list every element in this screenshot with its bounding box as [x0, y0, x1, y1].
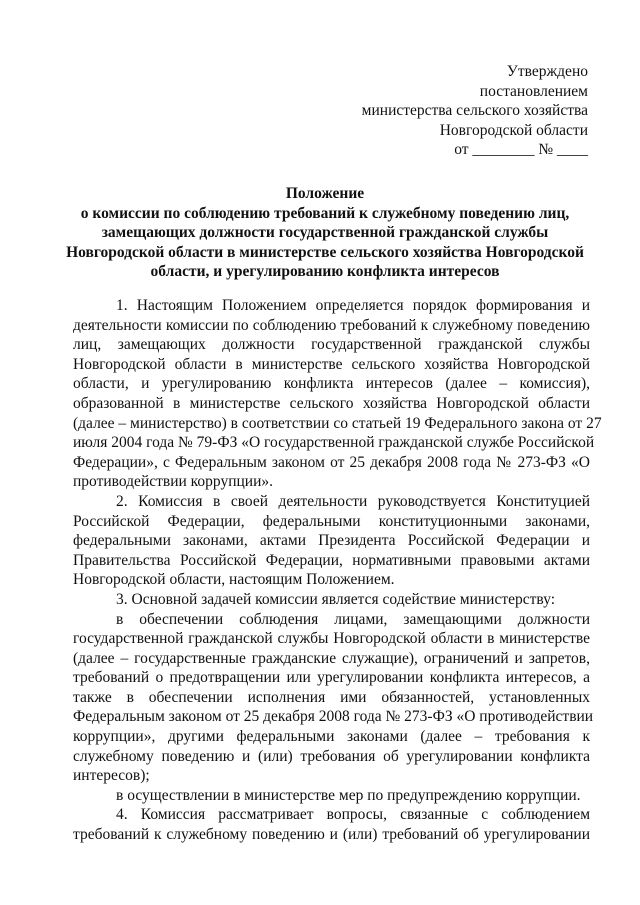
- body-line: (далее – государственные гражданские служащие), ограничений и запретов,: [73, 649, 590, 667]
- body-line: Новгородской области в министерстве сельского хозяйства Новгородской: [73, 355, 590, 373]
- body-line: также в обеспечении исполнения ими обязанностей, установленных: [73, 688, 590, 706]
- body-line: противодействии коррупции».: [73, 473, 274, 491]
- body-line: июля 2004 года № 79-ФЗ «О государственной гражданской службе Российской: [73, 434, 595, 452]
- body-line: требований к служебному поведению и (или) требований об урегулировании: [73, 826, 590, 844]
- approval-stamp: [362, 62, 588, 160]
- body-line: 2. Комиссия в своей деятельности руководствуется Конституцией: [116, 492, 590, 510]
- title-line: Положение: [285, 185, 365, 202]
- body-line: образованной в министерстве сельского хозяйства Новгородской области: [73, 394, 590, 412]
- body-line: Новгородской области, настоящим Положением.: [73, 571, 395, 589]
- body-line: Федеральным законом от 25 декабря 2008 года № 273-ФЗ «О противодействии: [73, 708, 594, 726]
- body-line: 1. Настоящим Положением определяется порядок формирования и: [116, 297, 590, 314]
- approval-line: постановлением: [479, 82, 588, 100]
- body-line: требований о предотвращении или урегулировании конфликта интересов, а: [73, 669, 590, 687]
- body-line: в обеспечении соблюдения лицами, замещающими должности: [116, 610, 590, 628]
- body-line: 3. Основной задачей комиссии является содействие министерству:: [116, 590, 556, 608]
- body-line: в осуществлении в министерстве мер по предупреждению коррупции.: [116, 786, 581, 804]
- title-line: Новгородской области в министерстве сельского хозяйства Новгородской: [66, 243, 584, 261]
- body-line: служебному поведению и (или) требования об урегулировании конфликта: [73, 747, 590, 765]
- document-body: [73, 296, 602, 845]
- body-line: Федерации», с Федеральным законом от 25 декабря 2008 года № 273-ФЗ «О: [73, 453, 590, 471]
- body-line: области, и урегулированию конфликта интересов (далее – комиссия),: [73, 375, 590, 393]
- body-line: коррупции», другими федеральными законами (далее – требования к: [73, 728, 590, 746]
- title-line: замещающих должности государственной гражданской службы: [101, 224, 549, 242]
- body-line: государственной гражданской службы Новгородской области в министерстве: [73, 630, 590, 648]
- approval-line: Новгородской области: [439, 121, 588, 139]
- body-line: Правительства Российской Федерации, нормативными правовыми актами: [73, 551, 590, 569]
- title-line: о комиссии по соблюдению требований к служебному поведению лиц,: [80, 204, 570, 222]
- approval-line: министерства сельского хозяйства: [361, 102, 588, 120]
- document-title: [60, 184, 590, 282]
- body-line: лиц, замещающих должности государственной гражданской службы: [73, 336, 590, 354]
- approval-line: от ________ № ____: [454, 141, 588, 159]
- body-line: Российской Федерации, федеральными конституционными законами,: [73, 512, 590, 530]
- body-line: (далее – министерство) в соответствии со статьей 19 Федерального закона от 27: [73, 414, 602, 432]
- body-line: федеральными законами, актами Президента Российской Федерации и: [73, 532, 590, 550]
- body-line: деятельности комиссии по соблюдению требований к служебному поведению: [73, 316, 590, 334]
- body-line: интересов);: [73, 767, 150, 785]
- title-line: области, и урегулированию конфликта интересов: [150, 263, 500, 281]
- body-line: 4. Комиссия рассматривает вопросы, связанные с соблюдением: [116, 806, 590, 824]
- approval-line: Утверждено: [506, 63, 588, 80]
